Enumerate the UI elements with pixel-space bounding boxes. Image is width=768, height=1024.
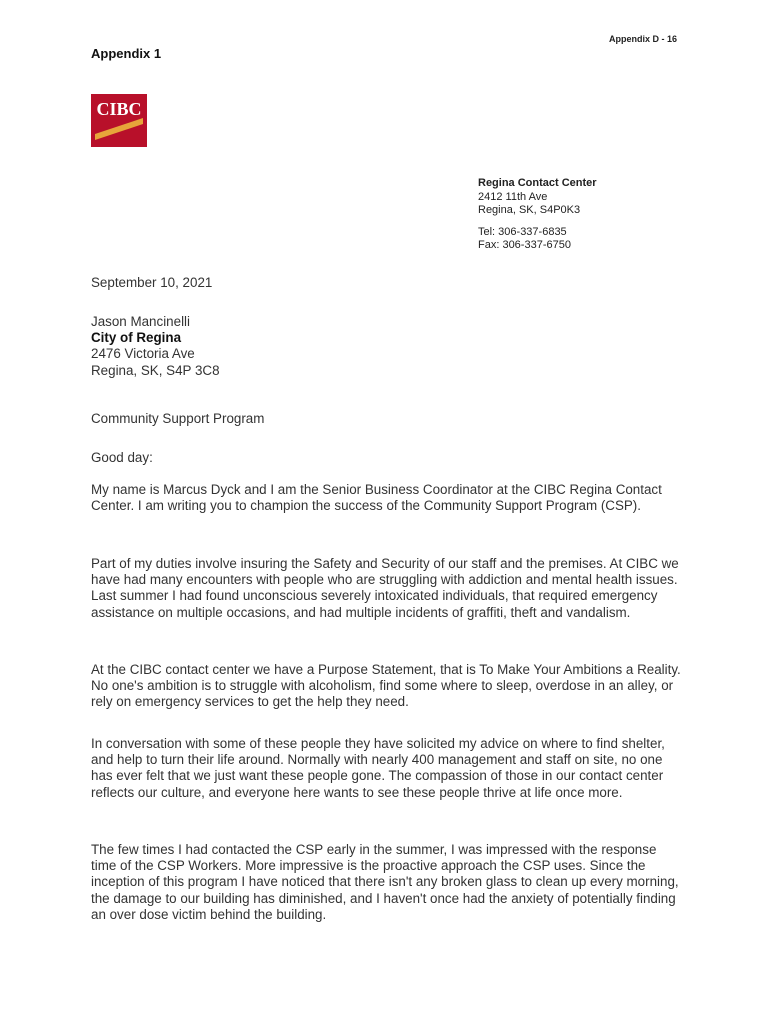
paragraph-1: My name is Marcus Dyck and I am the Senior Business Coordinator at the CIBC Regina Contact Center. I am writing you to champion the success of the Community Support Program (CSP).: [91, 482, 662, 514]
letter-subject: Community Support Program: [91, 411, 265, 426]
sender-fax: Fax: 306-337-6750: [478, 239, 571, 251]
sender-tel: Tel: 306-337-6835: [478, 225, 567, 238]
sender-address-line1: 2412 11th Ave: [478, 190, 548, 203]
paragraph-2: Part of my duties involve insuring the Safety and Security of our staff and the premises. At CIBC we have had many encounters with people who are struggling with addiction and mental health issues. Last summer I had found unconscious severely intoxicated individuals, that required emergency assistance on multiple occasions, and had multiple incidents of graffiti, theft and vandalism.: [91, 556, 679, 620]
recipient-address1: 2476 Victoria Ave: [91, 346, 195, 362]
recipient-org: City of Regina: [91, 330, 182, 346]
recipient-address2: Regina, SK, S4P 3C8: [91, 362, 220, 378]
sender-block: [478, 177, 597, 253]
cibc-logo: [91, 94, 147, 147]
sender-name: Regina Contact Center: [478, 177, 597, 189]
paragraph-3: At the CIBC contact center we have a Purpose Statement, that is To Make Your Ambitions a Reality. No one's ambition is to struggle with alcoholism, find some where to sleep, overdose in an alley, or rely on emergency services to get the help they need.: [91, 662, 681, 710]
paragraph-4: In conversation with some of these people they have solicited my advice on where to find shelter, and help to turn their life around. Normally with nearly 400 management and staff on site, no one has ever felt that we just want these people gone. The compassion of those in our contact center reflects our culture, and everyone here wants to see these people thrive at life once more.: [91, 736, 665, 800]
cibc-logo-mark: [91, 94, 147, 147]
appendix-reference: Appendix D - 16: [608, 34, 677, 44]
recipient-block: [91, 314, 681, 379]
letter-greeting: Good day:: [91, 450, 153, 465]
appendix-title: Appendix 1: [91, 46, 162, 61]
letter-date: September 10, 2021: [91, 275, 213, 290]
sender-address-line2: Regina, SK, S4P0K3: [478, 204, 581, 216]
recipient-name: Jason Mancinelli: [91, 314, 190, 329]
logo-text: CIBC: [96, 99, 142, 119]
paragraph-5: The few times I had contacted the CSP early in the summer, I was impressed with the response time of the CSP Workers. More impressive is the proactive approach the CSP uses. Since the inception of this program I have noticed that there isn't any broken glass to clean up every morning, the damage to our building has diminished, and I haven't once had the anxiety of potentially finding an over dose victim behind the building.: [91, 842, 679, 922]
